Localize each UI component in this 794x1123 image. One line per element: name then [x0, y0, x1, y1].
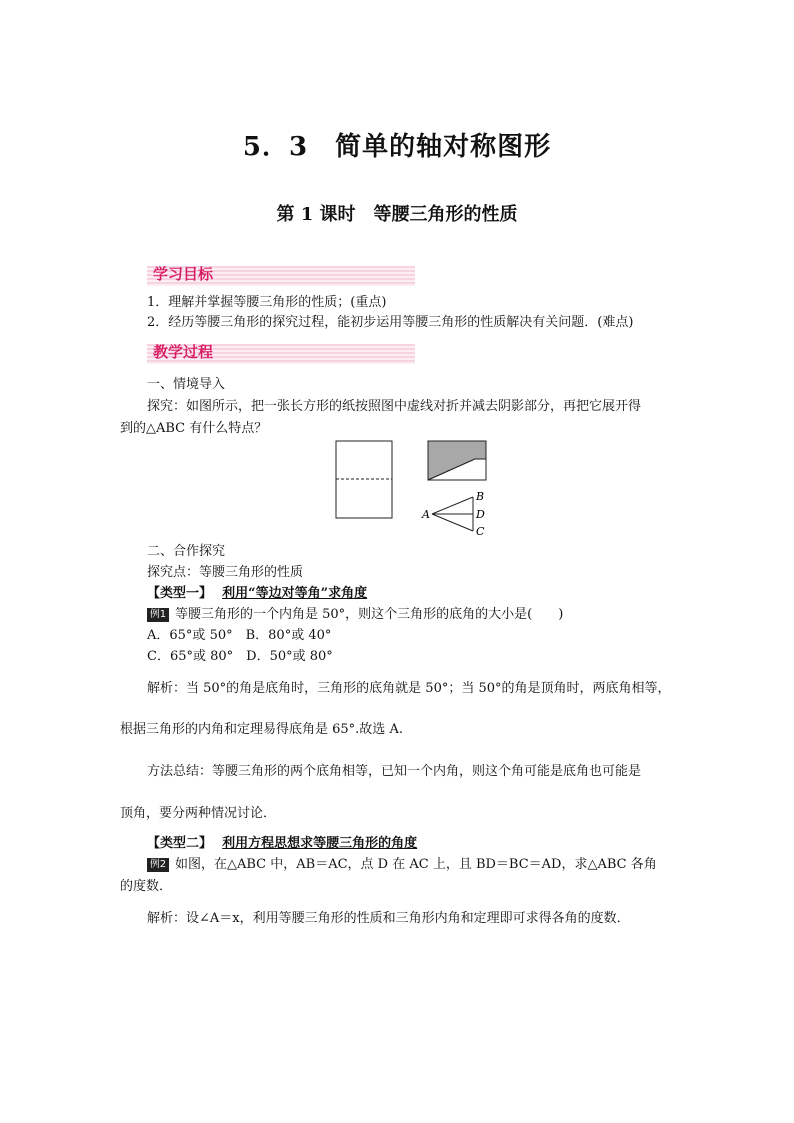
- goals-banner: [147, 266, 415, 286]
- label-a: A: [422, 508, 430, 521]
- process-banner: [147, 344, 415, 364]
- type1-heading: [147, 585, 367, 603]
- segment-ac: [432, 514, 473, 531]
- label-b: B: [476, 490, 485, 503]
- example-2: [147, 856, 657, 874]
- example-1: [147, 606, 563, 624]
- explore-line-2: 到的△ABC 有什么特点？: [120, 421, 268, 436]
- example-1-options-row-1: A．65°或 50° B．80°或 40°: [147, 628, 332, 643]
- type2-bracket: 【类型二】: [147, 836, 213, 851]
- process-label: 教学过程: [153, 343, 214, 361]
- type2-heading: [147, 835, 417, 853]
- example-2-text-line-1: 如图，在△ABC 中，AB＝AC，点 D 在 AC 上，且 BD＝BC＝AD，求△ABC 各角: [175, 857, 657, 872]
- type1-bracket: 【类型一】: [147, 586, 213, 601]
- label-c: C: [476, 525, 485, 538]
- goal-item-2: 2．经历等腰三角形的探究过程，能初步运用等腰三角形的性质解决有关问题．(难点): [147, 315, 634, 330]
- page-title: 5．3 简单的轴对称图形: [242, 132, 552, 162]
- type2-title: 利用方程思想求等腰三角形的角度: [222, 836, 418, 851]
- method-summary-line-2: 顶角，要分两种情况讨论．: [120, 806, 277, 821]
- lesson-subtitle: 第 1 课时 等腰三角形的性质: [276, 204, 518, 225]
- example-1-options-row-2: C．65°或 80° D．50°或 80°: [147, 649, 333, 664]
- example-1-analysis-line-1: 解析：当 50°的角是底角时，三角形的底角就是 50°；当 50°的角是顶角时，两底角相等，: [147, 681, 671, 696]
- example-2-text-line-2: 的度数．: [120, 879, 173, 894]
- example-1-analysis-line-2: 根据三角形的内角和定理易得底角是 65°.故选 A.: [120, 722, 403, 737]
- example-2-badge: 例2: [147, 858, 169, 872]
- segment-ab: [432, 497, 473, 514]
- explore-line-1: 探究：如图所示，把一张长方形的纸按照图中虚线对折并减去阴影部分，再把它展开得: [147, 399, 642, 414]
- explore-point: 探究点：等腰三角形的性质: [147, 565, 304, 580]
- goal-item-1: 1．理解并掌握等腰三角形的性质；(重点): [147, 295, 387, 310]
- example-1-badge: 例1: [147, 608, 169, 622]
- part1-heading: 一、情境导入: [147, 377, 226, 392]
- part2-heading: 二、合作探究: [147, 544, 226, 559]
- method-summary-line-1: 方法总结：等腰三角形的两个底角相等，已知一个内角，则这个角可能是底角也可能是: [147, 764, 642, 779]
- goals-label: 学习目标: [153, 265, 214, 283]
- example-1-text: 等腰三角形的一个内角是 50°，则这个三角形的底角的大小是( ): [175, 607, 564, 622]
- example-2-analysis: 解析：设∠A＝x，利用等腰三角形的性质和三角形内角和定理即可求得各角的度数．: [147, 911, 630, 926]
- paper-fold-figure: [330, 436, 500, 540]
- type1-title: 利用“等边对等角”求角度: [222, 586, 368, 601]
- label-d: D: [476, 508, 485, 521]
